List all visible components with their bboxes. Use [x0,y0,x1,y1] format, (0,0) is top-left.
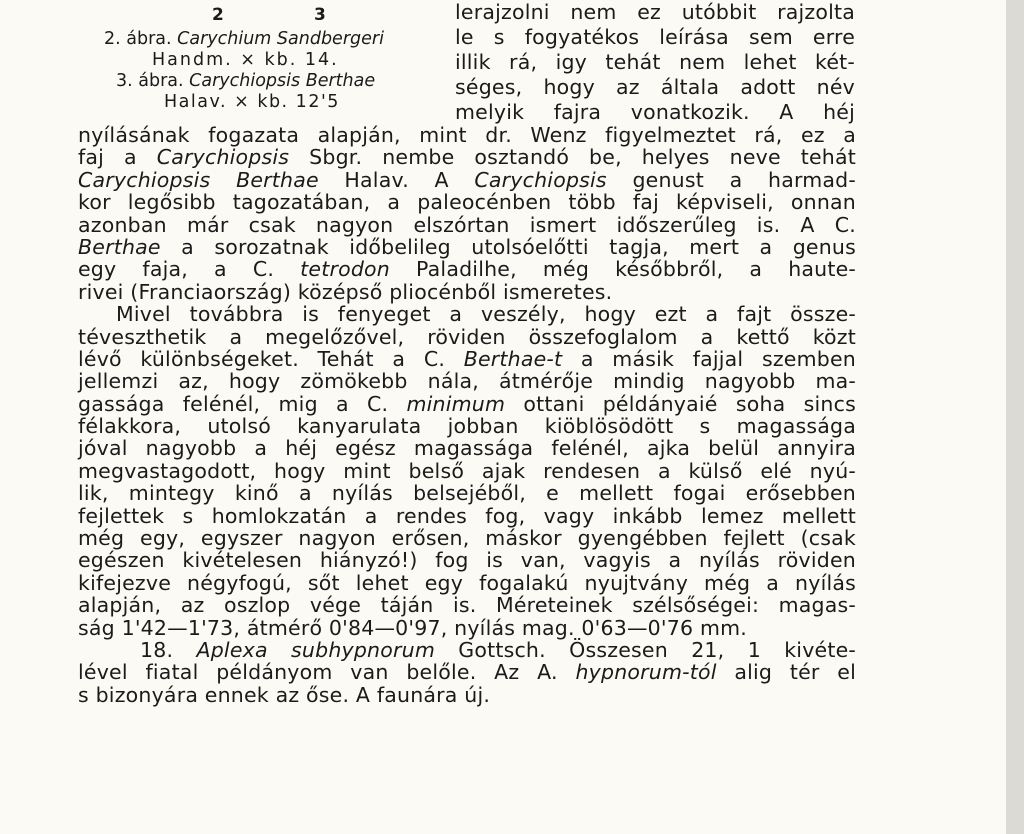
body-line: s bizonyára ennek az őse. A faunára új. [78,682,491,707]
right-line: séges, hogy az általa adott név [455,75,855,99]
body-line: fejlettek s homlokzatán a rendes fog, vagy inkább lemez mellett [78,503,856,528]
right-line: illik rá, igy tehát nem lehet két- [455,50,855,74]
body-line: jellemzi az, hogy zömökebb nála, átmérője mindig nagyobb ma- [78,369,856,394]
figure-number-2: 2 [212,5,224,25]
right-line: lerajzolni nem ez utóbbit rajzolta [455,0,855,24]
body-line: Carychiopsis Berthae Halav. A Carychiopsis genust a harmad- [78,167,856,192]
paragraph-start: Mivel továbbra is fenyeget a veszély, hogy ezt a fajt össze- [116,302,856,327]
body-line: nyílásának fogazata alapján, mint dr. Wenz figyelmeztet rá, ez a [78,123,856,147]
body-line: gassága felénél, mig a C. minimum ottani példányaié soha sincs [78,391,856,416]
body-text [78,124,856,706]
body-line: rivei (Franciaország) középső pliocénből ismeretes. [78,279,613,304]
right-line: melyik fajra vonatkozik. A héj [455,100,855,124]
caption-3-author: Halav. × kb. 12'5 [164,92,340,112]
body-line: jóval nagyobb a héj egész magassága felénél, ajka belül annyira [78,436,856,461]
body-line: egy faja, a C. tetrodon Paladilhe, még későbbről, a haute- [78,257,856,282]
page-edge [1006,0,1024,834]
figure-number-3: 3 [314,5,326,25]
body-line: Berthae a sorozatnak időbelileg utolsóelőtti tagja, mert a genus [78,234,856,259]
body-line: ság 1'42—1'73, átmérő 0'84—0'97, nyílás mag. 0'63—0'76 mm. [78,615,748,640]
body-line: alapján, az oszlop vége táján is. Méreteinek szélsőségei: magas- [78,593,856,618]
body-line: kor legősibb tagozatában, a paleocénben több faj képviseli, onnan [78,190,856,215]
caption-3-title: 3. ábra. Carychiopsis Berthae [116,71,376,91]
body-line: lik, mintegy kinő a nyílás belsejéből, e mellett fogai erősebben [78,481,856,506]
right-column-text [455,0,855,125]
body-line: lévő különbségeket. Tehát a C. Berthae-t a másik fajjal szemben [78,346,856,371]
body-line: félakkora, utolsó kanyarulata jobban kiöblösödött s magassága [78,414,856,439]
body-line: téveszthetik a megelőzővel, röviden összefoglalom a kettő közt [78,324,856,349]
caption-2-title: 2. ábra. Carychium Sandbergeri [104,29,384,49]
body-line: azonban már csak nagyon elszórtan ismert időszerűleg is. A C. [78,212,856,237]
paragraph-start: 18. Aplexa subhypnorum Gottsch. Összesen 21, 1 kivéte- [140,637,856,662]
body-line: faj a Carychiopsis Sbgr. nembe osztandó be, helyes neve tehát [78,145,856,170]
body-line: lével fiatal példányom van belőle. Az A. hypnorum-tól alig tér el [78,660,856,685]
body-line: egészen kivételesen hiányzó!) fog is van, vagyis a nyílás röviden [78,548,856,573]
body-line: kifejezve négyfogú, sőt lehet egy fogalakú nyujtvány még a nyílás [78,570,856,595]
right-line: le s fogyatékos leírása sem erre [455,25,855,49]
body-line: megvastagodott, hogy mint belső ajak rendesen a külső elé nyú- [78,458,856,483]
body-line: még egy, egyszer nagyon erősen, máskor gyengébben fejlett (csak [78,526,856,551]
caption-2-author: Handm. × kb. 14. [152,50,339,70]
